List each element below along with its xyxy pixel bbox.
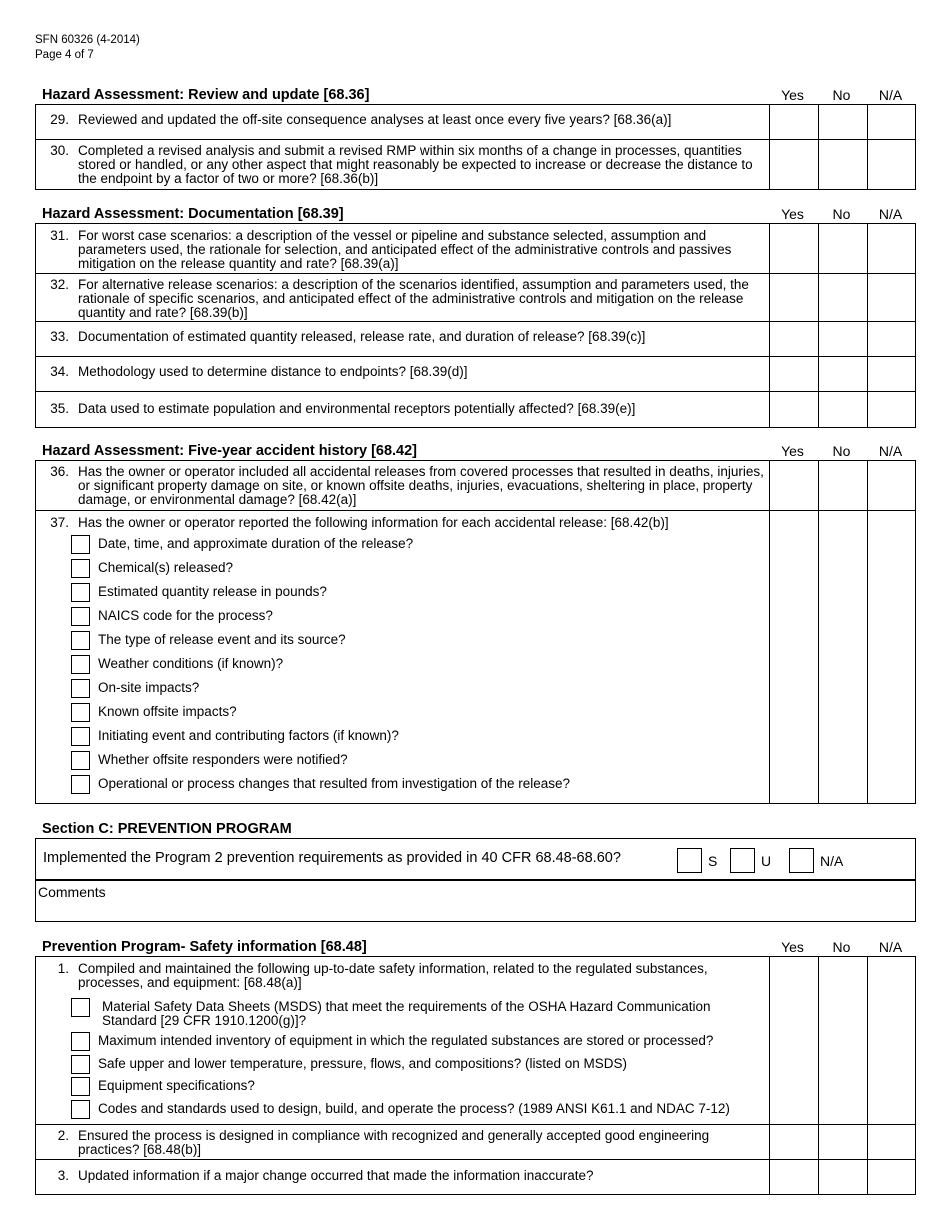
- yes-cell[interactable]: [769, 224, 818, 273]
- question-row-3: [36, 1159, 915, 1194]
- yes-column-header: Yes: [781, 939, 804, 955]
- release-info-checkbox-line: [71, 775, 771, 795]
- question-text: Documentation of estimated quantity released, release rate, and duration of release? [68.39(c)]: [78, 329, 646, 344]
- checkbox[interactable]: [71, 1100, 90, 1119]
- question-number: 29.: [50, 112, 69, 127]
- page-number: Page 4 of 7: [35, 49, 94, 61]
- no-cell[interactable]: [818, 140, 867, 189]
- question-text: Completed a revised analysis and submit a revised RMP within six months of a change in processes, quantities stored or handled, or any other aspect that might reasonably be expected to increase or decrease the distance to the endpoint by a factor of two or more? [68.36(b)]: [78, 143, 753, 186]
- question-text: For alternative release scenarios: a description of the scenarios identified, assumption and parameters used, the rationale of specific scenarios, and anticipated effect of the administrative controls and mitigation on the release quantity and rate? [68.39(b)]: [78, 277, 749, 320]
- checkbox[interactable]: [71, 703, 90, 722]
- yes-cell[interactable]: [769, 392, 818, 427]
- release-info-checkbox-line: [71, 535, 771, 555]
- question-row-35: [36, 391, 915, 427]
- question-text: Data used to estimate population and environmental receptors potentially affected? [68.39(e)]: [78, 401, 636, 416]
- checkbox-label: The type of release event and its source?: [98, 632, 346, 647]
- checkbox-label: Operational or process changes that resulted from investigation of the release?: [98, 776, 571, 791]
- na-cell[interactable]: [867, 322, 916, 357]
- na-cell[interactable]: [867, 140, 916, 189]
- no-cell[interactable]: [818, 1125, 867, 1160]
- question-text: Has the owner or operator included all accidental releases from covered processes that resulted in deaths, injuries, or significant property damage on site, or known offsite deaths, injuries, evacuations, sheltering in place, property damage, or environmental damage? [68.42(a)]: [78, 464, 764, 507]
- checkbox[interactable]: [71, 998, 90, 1017]
- na-cell[interactable]: [867, 957, 916, 1124]
- question-number: 3.: [57, 1168, 69, 1183]
- yes-column-header: Yes: [781, 87, 804, 103]
- na-cell[interactable]: [867, 392, 916, 427]
- question-number: 34.: [50, 364, 69, 379]
- checkbox-label: On-site impacts?: [98, 680, 200, 695]
- yes-cell[interactable]: [769, 1160, 818, 1194]
- no-cell[interactable]: [818, 957, 867, 1124]
- release-info-checkbox-line: [71, 727, 771, 747]
- na-cell[interactable]: [867, 1125, 916, 1160]
- not-applicable-label: N/A: [820, 853, 844, 869]
- yes-cell[interactable]: [769, 511, 818, 803]
- no-cell[interactable]: [818, 511, 867, 803]
- checkbox[interactable]: [71, 583, 90, 602]
- checkbox[interactable]: [71, 1055, 90, 1074]
- release-info-checkbox-line: [71, 607, 771, 627]
- question-row-2: [36, 1124, 915, 1160]
- yes-cell[interactable]: [769, 957, 818, 1124]
- na-cell[interactable]: [867, 224, 916, 273]
- safety-info-checkbox-line: [71, 1077, 771, 1097]
- na-cell[interactable]: [867, 357, 916, 392]
- checkbox-label: Known offsite impacts?: [98, 704, 237, 719]
- not-applicable-checkbox[interactable]: [789, 848, 814, 873]
- question-text: Has the owner or operator reported the following information for each accidental release: [68.42(b)]: [78, 515, 669, 530]
- question-text: Methodology used to determine distance to endpoints? [68.39(d)]: [78, 364, 468, 379]
- checkbox-label: Chemical(s) released?: [98, 560, 234, 575]
- checkbox[interactable]: [71, 727, 90, 746]
- checkbox[interactable]: [71, 535, 90, 554]
- review-title-row: [35, 87, 916, 105]
- question-text: Compiled and maintained the following up-to-date safety information, related to the regulated substances, processes, and equipment: [68.48(a)]: [78, 961, 708, 990]
- release-info-checkbox-line: [71, 751, 771, 771]
- question-row-37: [36, 510, 915, 803]
- release-info-checkbox-line: [71, 583, 771, 603]
- question-number: 33.: [50, 329, 69, 344]
- form-number: SFN 60326 (4-2014): [35, 34, 140, 46]
- question-row-31: [36, 224, 915, 273]
- question-number: 2.: [57, 1128, 69, 1143]
- question-row-30: [36, 139, 915, 189]
- yes-cell[interactable]: [769, 105, 818, 139]
- no-cell[interactable]: [818, 105, 867, 139]
- satisfactory-label: S: [708, 853, 718, 869]
- no-column-header: No: [832, 87, 851, 103]
- yes-cell[interactable]: [769, 322, 818, 357]
- release-info-checkbox-line: [71, 655, 771, 675]
- question-number: 35.: [50, 401, 69, 416]
- no-cell[interactable]: [818, 224, 867, 273]
- safety-section-title: Prevention Program- Safety information [68.48]: [42, 939, 367, 955]
- question-row-32: [36, 273, 915, 322]
- checkbox-label: NAICS code for the process?: [98, 608, 273, 623]
- checkbox-label: Safe upper and lower temperature, pressure, flows, and compositions? (listed on MSDS): [98, 1056, 628, 1071]
- question-number: 32.: [50, 277, 69, 292]
- checkbox-label: Codes and standards used to design, build, and operate the process? (1989 ANSI K61.1 and NDAC 7-12): [98, 1101, 730, 1116]
- history-section-title: Hazard Assessment: Five-year accident history [68.42]: [42, 443, 418, 459]
- checkbox[interactable]: [71, 607, 90, 626]
- yes-cell[interactable]: [769, 140, 818, 189]
- checkbox[interactable]: [71, 1032, 90, 1051]
- comments-label: Comments: [38, 884, 106, 900]
- checkbox-label: Estimated quantity release in pounds?: [98, 584, 327, 599]
- question-number: 30.: [50, 143, 69, 158]
- yes-cell[interactable]: [769, 357, 818, 392]
- question-number: 1.: [57, 961, 69, 976]
- no-cell[interactable]: [818, 461, 867, 510]
- na-cell[interactable]: [867, 511, 916, 803]
- no-column-header: No: [832, 443, 851, 459]
- checkbox-label: Weather conditions (if known)?: [98, 656, 284, 671]
- checkbox-label: Initiating event and contributing factors (if known)?: [98, 728, 399, 743]
- safety-info-checkbox-line: [71, 1032, 771, 1052]
- yes-column-header: Yes: [781, 443, 804, 459]
- checkbox[interactable]: [71, 1077, 90, 1096]
- comments-box[interactable]: [35, 879, 916, 922]
- implemented-box: [35, 838, 916, 881]
- safety-title-row: [35, 939, 916, 957]
- question-row-34: [36, 356, 915, 392]
- na-column-header: N/A: [878, 443, 903, 459]
- yes-cell[interactable]: [769, 461, 818, 510]
- checkbox[interactable]: [71, 679, 90, 698]
- question-text: Ensured the process is designed in compliance with recognized and generally accepted good engineering practices? [68.48(b)]: [78, 1128, 710, 1157]
- checkbox[interactable]: [71, 559, 90, 578]
- question-text: For worst case scenarios: a description of the vessel or pipeline and substance selected, assumption and parameters used, the rationale for selection, and anticipated effect of the administrative controls and passives mitigation on the release quantity and rate? [68.39(a)]: [78, 228, 732, 271]
- na-cell[interactable]: [867, 461, 916, 510]
- history-table: [35, 460, 916, 804]
- unsatisfactory-label: U: [761, 853, 772, 869]
- yes-cell[interactable]: [769, 274, 818, 322]
- na-cell[interactable]: [867, 1160, 916, 1194]
- no-column-header: No: [832, 206, 851, 222]
- documentation-title-row: [35, 206, 916, 224]
- question-text: Reviewed and updated the off-site consequence analyses at least once every five years? [68.36(a)]: [78, 112, 672, 127]
- review-section-title: Hazard Assessment: Review and update [68.36]: [42, 87, 370, 103]
- checkbox[interactable]: [71, 775, 90, 794]
- yes-column-header: Yes: [781, 206, 804, 222]
- question-row-1: [36, 957, 915, 1124]
- question-text: Updated information if a major change occurred that made the information inaccurate?: [78, 1168, 594, 1183]
- na-cell[interactable]: [867, 274, 916, 322]
- no-column-header: No: [832, 939, 851, 955]
- checkbox[interactable]: [71, 631, 90, 650]
- unsatisfactory-checkbox[interactable]: [730, 848, 755, 873]
- question-number: 36.: [50, 464, 69, 479]
- question-row-29: [36, 105, 915, 139]
- na-column-header: N/A: [878, 939, 903, 955]
- question-row-36: [36, 461, 915, 510]
- no-cell[interactable]: [818, 274, 867, 322]
- review-table: [35, 104, 916, 190]
- documentation-table: [35, 223, 916, 428]
- safety-table: [35, 956, 916, 1195]
- no-cell[interactable]: [818, 322, 867, 357]
- checkbox-label: Whether offsite responders were notified?: [98, 752, 348, 767]
- checkbox-label: Maximum intended inventory of equipment in which the regulated substances are stored or processed?: [98, 1033, 714, 1048]
- checkbox[interactable]: [71, 655, 90, 674]
- question-number: 31.: [50, 228, 69, 243]
- documentation-section-title: Hazard Assessment: Documentation [68.39]: [42, 206, 344, 222]
- na-cell[interactable]: [867, 105, 916, 139]
- checkbox-label: Date, time, and approximate duration of the release?: [98, 536, 414, 551]
- checkbox-label: Equipment specifications?: [98, 1078, 255, 1093]
- satisfactory-checkbox[interactable]: [677, 848, 702, 873]
- safety-info-checkbox-line: [71, 1055, 771, 1075]
- no-cell[interactable]: [818, 392, 867, 427]
- release-info-checkbox-line: [71, 559, 771, 579]
- na-column-header: N/A: [878, 87, 903, 103]
- release-info-checkbox-line: [71, 703, 771, 723]
- form-header: [35, 33, 140, 63]
- checkbox-label: Material Safety Data Sheets (MSDS) that meet the requirements of the OSHA Hazard Communication Standard [29 CFR 1910.1200(g)]?: [102, 999, 711, 1028]
- implemented-question: Implemented the Program 2 prevention requirements as provided in 40 CFR 68.48-68.60?: [43, 850, 621, 866]
- no-cell[interactable]: [818, 1160, 867, 1194]
- release-info-checkbox-line: [71, 679, 771, 699]
- safety-info-checkbox-line: [71, 998, 771, 1028]
- checkbox[interactable]: [71, 751, 90, 770]
- history-title-row: [35, 443, 916, 461]
- safety-info-checkbox-line: [71, 1100, 771, 1120]
- release-info-checkbox-line: [71, 631, 771, 651]
- section-c-title: Section C: PREVENTION PROGRAM: [42, 821, 292, 837]
- question-number: 37.: [50, 515, 69, 530]
- no-cell[interactable]: [818, 357, 867, 392]
- na-column-header: N/A: [878, 206, 903, 222]
- question-row-33: [36, 321, 915, 357]
- yes-cell[interactable]: [769, 1125, 818, 1160]
